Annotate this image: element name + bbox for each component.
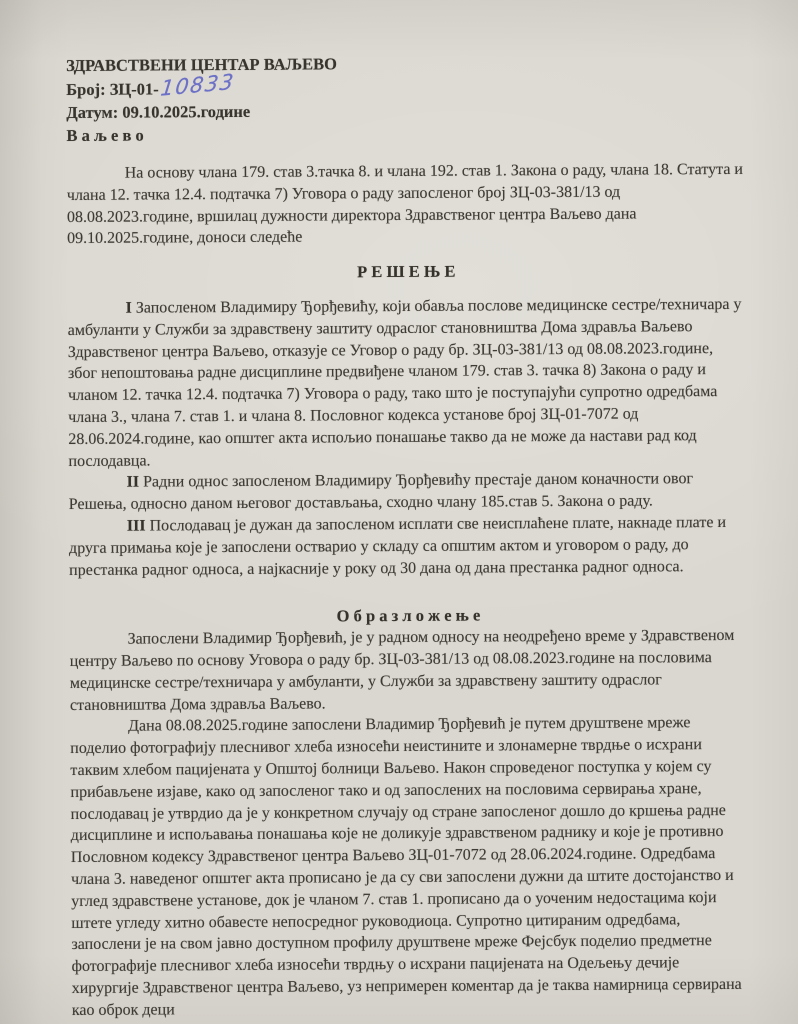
document-number-label: Број: ЗЦ-01- bbox=[66, 79, 159, 99]
resolution-heading: Р Е Ш Е Њ Е bbox=[357, 261, 456, 282]
resolution-item-3 bbox=[69, 512, 747, 582]
item-2-numeral: II bbox=[126, 473, 140, 491]
item-2-text: Радни однос запосленом Владимиру Ђорђевићу престаје даном коначности овог Решења, односно даном његовог достављања, сходно члану 185.став 5. Закона о раду. bbox=[68, 470, 694, 514]
document-page bbox=[66, 50, 750, 1022]
resolution-item-2 bbox=[69, 468, 747, 516]
explanation-heading: О б р а з л о ж е њ е bbox=[336, 605, 481, 626]
letterhead bbox=[66, 50, 745, 147]
explanation-paragraph-2: Дана 08.08.2025.године запослени Владимир Ђорђевић је путем друштвене мреже поделио фотографију плеснивог хлеба износећи неистините и злонамерне тврдње о исхрани таквим хлебом пацијената у Општој болници Ваљево. Након спроведеног поступка у којем су прибављене изјаве, како од запосленог тако и од запослених на пословима сервирања хране, послодавац је утврдио да је у конкретном случају од стране запосленог дошло до кршења радне дисциплине и испољавања понашања које не доликује здравственом раднику и које је противно Пословном кодексу Здравственог центра Ваљево ЗЦ-01-7072 од 28.06.2024.године. Одредбама члана 3. наведеног општег акта прописано је да су сви запослени дужни да штите достојанство и углед здравствене установе, док је чланом 7. став 1. прописано да о уоченим недостацима који штете угледу хитно обавесте непосредног руководиоца. Супротно цитираним одредбама, запослени је на свом јавно доступном профилу друштвене мреже Фејсбук поделио предметне фотографије плеснивог хлеба износећи тврдњу о исхрани пацијената на Одељењу дечије хирургије Здравственог центра Ваљево, уз непримерен коментар да је таква намирница сервирана као оброк деци bbox=[70, 714, 742, 1019]
item-1-numeral: I bbox=[125, 299, 132, 317]
resolution-item-1 bbox=[67, 294, 746, 473]
place-line: В а љ е в о bbox=[66, 125, 144, 145]
item-3-text: Послодавац је дужан да запосленом исплати све неисплаћене плате, накнаде плате и друга примања које је запослени остварио у складу са општим актом и уговором о раду, до престанка радног односа, а најкасније у року од 30 дана од дана престанка радног односа. bbox=[68, 513, 727, 579]
institution-name: ЗДРАВСТВЕНИ ЦЕНТАР ВАЉЕВО bbox=[66, 54, 338, 75]
item-1-text: Запосленом Владимиру Ђорђевићу, који обавља послове медицинске сестре/техничара у амбуланти у Служби за здравствену заштиту одраслог становништва Дома здравља Ваљево Здравственог центра Ваљево, отказује се Уговор о раду бр. ЗЦ-03-381/13 од 08.08.2023.године, због непоштовања радне дисциплине предвиђене чланом 179. став 3. тачка 8) Закона о раду и чланом 12. тачка 12.4. подтачка 7) Уговора о раду, тако што је поступајући супротно одредбама члана 3., члана 7. став 1. и члана 8. Пословног кодекса установе број ЗЦ-01-7072 од 28.06.2024.године, као општег акта испољио понашање такво да не може да настави рад код послодавца. bbox=[67, 295, 742, 470]
item-3-numeral: III bbox=[126, 517, 146, 535]
handwritten-number: 10833 bbox=[159, 69, 237, 101]
date-line: Датум: 09.10.2025.године bbox=[66, 101, 251, 122]
intro-paragraph: На основу члана 179. став 3.тачка 8. и члана 192. став 1. Закона о раду, члана 18. Статута и члана 12. тачка 12.4. подтачка 7) Уговора о раду запосленог број ЗЦ-03-381/13 од 08.08.2023.године, вршилац дужности директора Здравственог центра Ваљево дана 09.10.2025.године, доноси следеће bbox=[66, 160, 744, 248]
explanation-paragraph-1: Запослени Владимир Ђорђевић, је у радном односу на неодређено време у Здравственом центру Ваљево по основу Уговора о раду бр. ЗЦ-03-381/13 од 08.08.2023.године на пословима медицинске сестре/техничара у амбуланти, у Служби за здравствену заштиту одраслог становништва Дома здравља Ваљево. bbox=[69, 627, 735, 714]
